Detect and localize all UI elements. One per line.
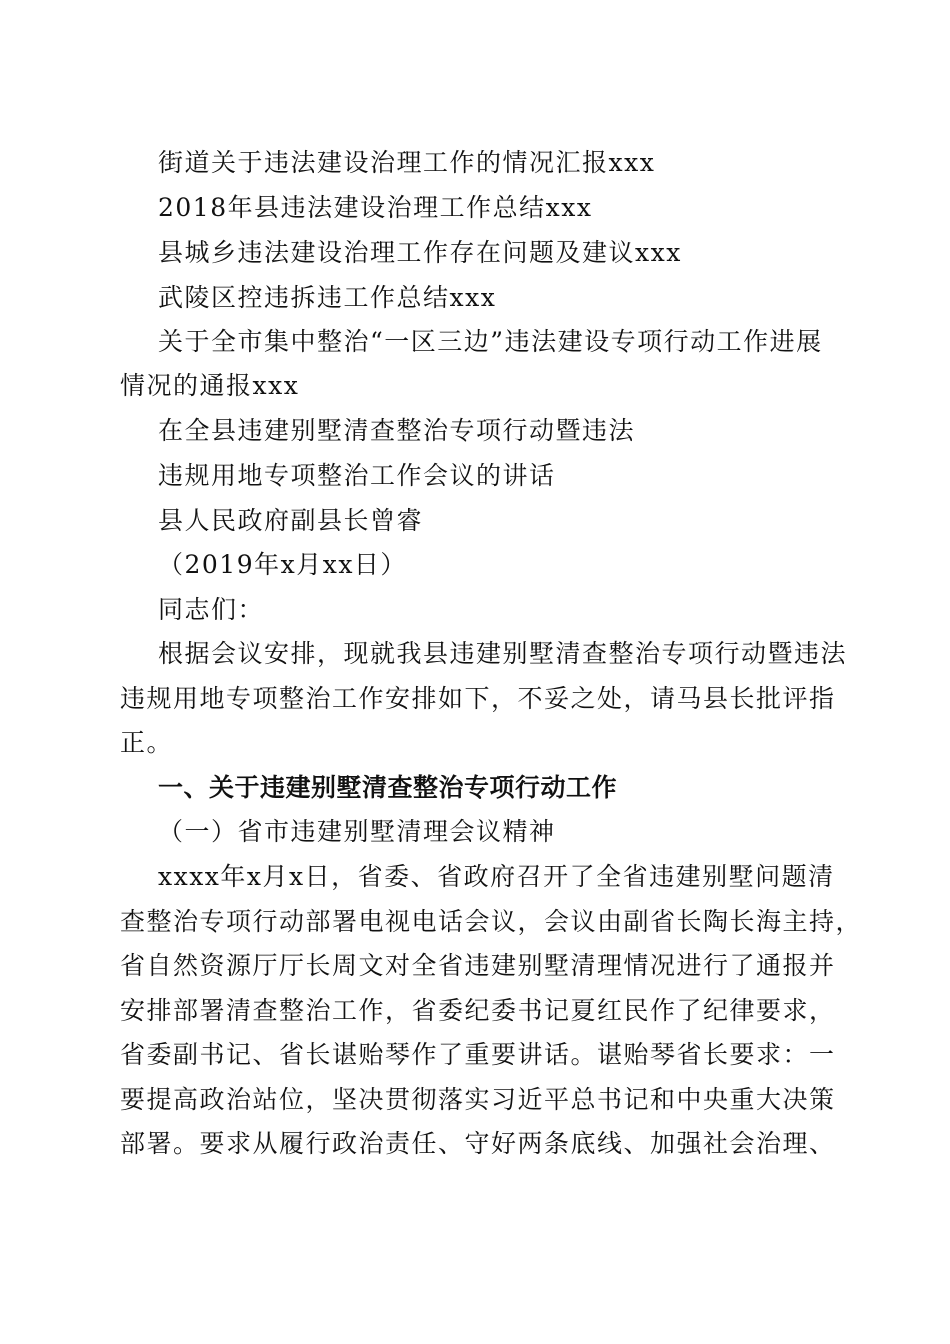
- intro-paragraph-line: 根据会议安排，现就我县违建别墅清查整治专项行动暨违法: [158, 639, 848, 668]
- speech-title-line: 违规用地专项整治工作会议的讲话: [158, 461, 556, 490]
- date-line: （2019年x月xx日）: [158, 550, 407, 579]
- toc-item-continuation: 情况的通报xxx: [120, 371, 300, 400]
- section-heading: 一、关于违建别墅清查整治专项行动工作: [158, 773, 618, 802]
- toc-item: 2018年县违法建设治理工作总结xxx: [158, 193, 593, 222]
- salutation: 同志们：: [158, 595, 265, 624]
- toc-item: 县城乡违法建设治理工作存在问题及建议xxx: [158, 238, 682, 267]
- intro-paragraph-line: 违规用地专项整治工作安排如下，不妥之处，请马县长批评指: [120, 684, 836, 713]
- subsection-heading: （一）省市违建别墅清理会议精神: [158, 817, 556, 846]
- body-paragraph-line: 省自然资源厅厅长周文对全省违建别墅清理情况进行了通报并: [120, 951, 836, 980]
- body-paragraph-line: 查整治专项行动部署电视电话会议，会议由副省长陶长海主持，: [120, 907, 863, 936]
- body-paragraph-line: 部署。要求从履行政治责任、守好两条底线、加强社会治理、: [120, 1129, 836, 1158]
- toc-item: 街道关于违法建设治理工作的情况汇报xxx: [158, 148, 656, 177]
- toc-item: 武陵区控违拆违工作总结xxx: [158, 283, 497, 312]
- intro-paragraph-line: 正。: [120, 728, 174, 757]
- body-paragraph-line: 要提高政治站位，坚决贯彻落实习近平总书记和中央重大决策: [120, 1085, 836, 1114]
- speech-title-line: 在全县违建别墅清查整治专项行动暨违法: [158, 416, 636, 445]
- toc-item: 关于全市集中整治“一区三边”违法建设专项行动工作进展: [158, 327, 823, 356]
- body-paragraph-line: 安排部署清查整治工作，省委纪委书记夏红民作了纪律要求，: [120, 996, 836, 1025]
- body-paragraph-line: xxxx年x月x日，省委、省政府召开了全省违建别墅问题清: [158, 862, 835, 891]
- speaker-line: 县人民政府副县长曾睿: [158, 506, 424, 535]
- body-paragraph-line: 省委副书记、省长谌贻琴作了重要讲话。谌贻琴省长要求：一: [120, 1040, 836, 1069]
